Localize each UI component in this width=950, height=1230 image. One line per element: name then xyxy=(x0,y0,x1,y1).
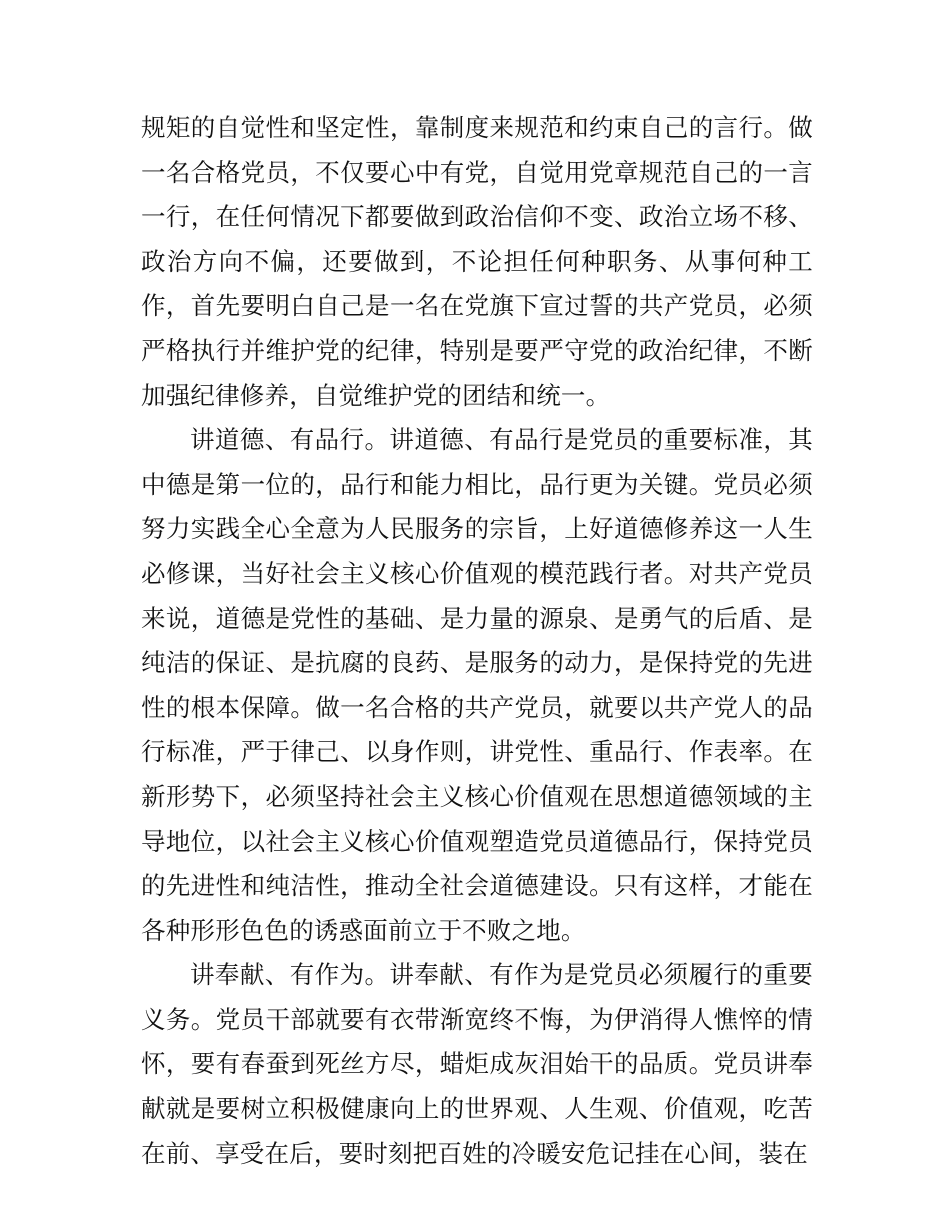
paragraph-morality: 讲道德、有品行。讲道德、有品行是党员的重要标准，其中德是第一位的，品行和能力相比，品行更为关键。党员必须努力实践全心全意为人民服务的宗旨，上好道德修养这一人生必修课，当好社会主义核心价值观的模范践行者。对共产党员来说，道德是党性的基础、是力量的源泉、是勇气的后盾、是纯洁的保证、是抗腐的良药、是服务的动力，是保持党的先进性的根本保障。做一名合格的共产党员，就要以共产党人的品行标准，严于律己、以身作则，讲党性、重品行、作表率。在新形势下，必须坚持社会主义核心价值观在思想道德领域的主导地位，以社会主义核心价值观塑造党员道德品行，保持党员的先进性和纯洁性，推动全社会道德建设。只有这样，才能在各种形形色色的诱惑面前立于不败之地。 xyxy=(141,425,813,945)
paragraph-continuation: 规矩的自觉性和坚定性，靠制度来规范和约束自己的言行。做一名合格党员，不仅要心中有党，自觉用党章规范自己的一言一行，在任何情况下都要做到政治信仰不变、政治立场不移、政治方向不偏，还要做到，不论担任何种职务、从事何种工作，首先要明白自己是一名在党旗下宣过誓的共产党员，必须严格执行并维护党的纪律，特别是要严守党的政治纪律，不断加强纪律修养，自觉维护党的团结和统一。 xyxy=(141,113,813,410)
paragraph-dedication: 讲奉献、有作为。讲奉献、有作为是党员必须履行的重要义务。党员干部就要有衣带渐宽终不悔，为伊消得人憔悴的情怀，要有春蚕到死丝方尽，蜡炬成灰泪始干的品质。党员讲奉献就是要树立积极健康向上的世界观、人生观、价值观，吃苦在前、享受在后，要时刻把百姓的冷暖安危记挂在心间，装在 xyxy=(141,960,813,1168)
document-body xyxy=(141,106,813,1176)
